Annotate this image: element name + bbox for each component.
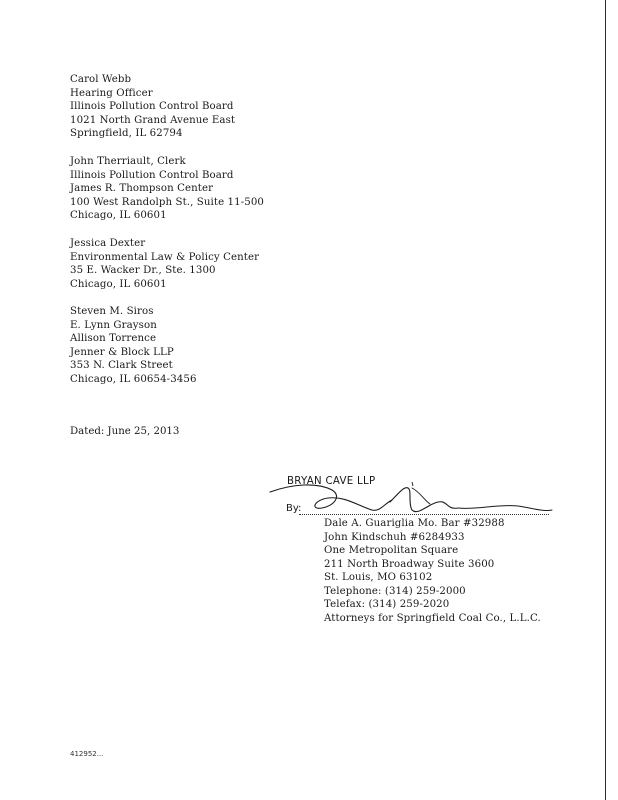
- signatory-line: Telephone: (314) 259-2000: [324, 585, 466, 597]
- signatory-line: Telefax: (314) 259-2020: [324, 599, 450, 610]
- address-line: Jessica Dexter: [70, 238, 146, 249]
- by-label: By:: [286, 503, 302, 514]
- address-line: E. Lynn Grayson: [70, 319, 157, 331]
- address-line: James R. Thompson Center: [70, 183, 214, 194]
- signatory-line: Dale A. Guariglia Mo. Bar #32988: [324, 518, 505, 529]
- address-line: John Therriault, Clerk: [70, 156, 186, 167]
- address-line: Chicago, IL 60601: [70, 278, 167, 290]
- recipient-carol-webb: [70, 73, 235, 141]
- address-line: Chicago, IL 60601: [70, 210, 167, 221]
- signatory-line: John Kindschuh #6284933: [324, 531, 465, 543]
- address-line: Chicago, IL 60654-3456: [70, 373, 197, 385]
- document-footer-id: 412952...: [70, 750, 104, 758]
- signature-rule: [299, 514, 549, 515]
- signatory-line: 211 North Broadway Suite 3600: [324, 558, 495, 570]
- address-line: 35 E. Wacker Dr., Ste. 1300: [70, 265, 216, 276]
- address-line: Jenner & Block LLP: [70, 346, 174, 358]
- signatory-line: One Metropolitan Square: [324, 545, 459, 556]
- signatory-line: St. Louis, MO 63102: [324, 572, 433, 583]
- address-line: Illinois Pollution Control Board: [70, 101, 234, 112]
- address-line: Illinois Pollution Control Board: [70, 169, 234, 181]
- recipient-jessica-dexter: [70, 237, 259, 291]
- address-line: Allison Torrence: [70, 333, 157, 344]
- address-line: Steven M. Siros: [70, 306, 154, 317]
- recipient-john-therriault: [70, 155, 264, 223]
- firm-name: BRYAN CAVE LLP: [287, 476, 376, 487]
- address-line: Hearing Officer: [70, 87, 153, 99]
- page-edge-line: [605, 0, 606, 800]
- address-line: Springfield, IL 62794: [70, 128, 183, 139]
- address-line: 1021 North Grand Avenue East: [70, 114, 236, 126]
- address-line: 100 West Randolph St., Suite 11-500: [70, 196, 264, 208]
- dated-line: Dated: June 25, 2013: [70, 426, 180, 437]
- address-line: 353 N. Clark Street: [70, 360, 173, 371]
- address-line: Carol Webb: [70, 74, 132, 85]
- recipient-jenner-block: [70, 305, 197, 386]
- address-line: Environmental Law & Policy Center: [70, 251, 260, 263]
- signatory-block: [324, 517, 541, 625]
- signatory-line: Attorneys for Springfield Coal Co., L.L.C.: [324, 612, 541, 624]
